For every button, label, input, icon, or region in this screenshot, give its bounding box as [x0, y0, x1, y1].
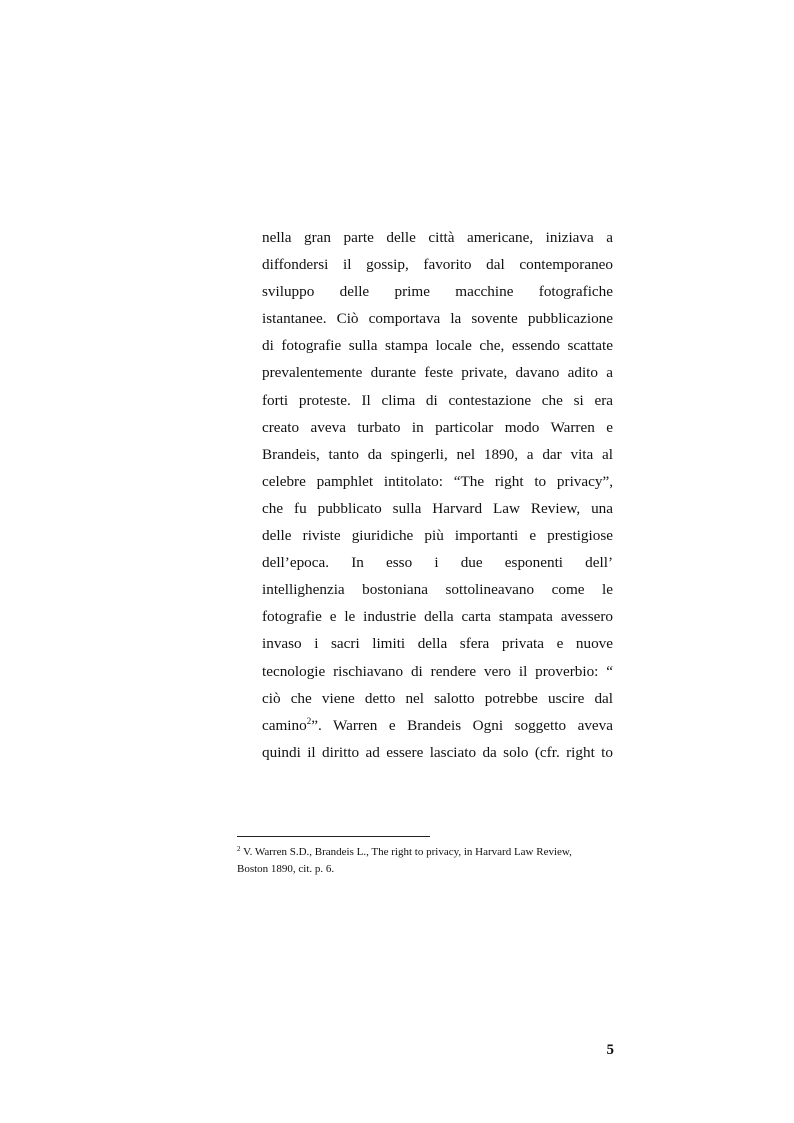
body-line-text: camino [262, 716, 307, 734]
footnote-marker: 2 [237, 845, 241, 853]
page-number: 5 [606, 1042, 614, 1058]
footnote [237, 844, 617, 878]
body-line: delle riviste giuridiche più importanti e prestigiose [262, 527, 613, 545]
body-line-text: ”. Warren e Brandeis Ogni soggetto aveva [311, 716, 613, 734]
body-text [262, 224, 613, 766]
footnote-separator [237, 836, 430, 837]
body-line: Brandeis, tanto da spingerli, nel 1890, a dar vita al [262, 445, 613, 463]
footnote-text: V. Warren S.D., Brandeis L., The right to privacy, in Harvard Law Review, [243, 846, 572, 858]
body-line [262, 712, 613, 739]
body-line: di fotografie sulla stampa locale che, essendo scattate [262, 337, 613, 355]
body-line: prevalentemente durante feste private, davano adito a [262, 364, 613, 382]
body-line: ciò che viene detto nel salotto potrebbe uscire dal [262, 689, 613, 707]
footnote-line [237, 844, 617, 861]
footnote-line: Boston 1890, cit. p. 6. [237, 863, 335, 875]
body-line: quindi il diritto ad essere lasciato da solo (cfr. right to [262, 743, 613, 761]
body-line: istantanee. Ciò comportava la sovente pubblicazione [262, 310, 613, 328]
body-line: che fu pubblicato sulla Harvard Law Review, una [262, 499, 613, 517]
body-line: invaso i sacri limiti della sfera privata e nuove [262, 635, 613, 653]
body-line: intellighenzia bostoniana sottolineavano come le [262, 581, 613, 599]
body-line: forti proteste. Il clima di contestazione che si era [262, 391, 613, 409]
body-line: fotografie e le industrie della carta stampata avessero [262, 608, 613, 626]
body-line: diffondersi il gossip, favorito dal contemporaneo [262, 256, 613, 274]
body-line: nella gran parte delle città americane, iniziava a [262, 229, 613, 246]
footnote-reference[interactable]: 2 [306, 715, 312, 726]
body-line: sviluppo delle prime macchine fotografiche [262, 283, 613, 301]
body-line: dell’epoca. In esso i due esponenti dell’ [262, 554, 613, 572]
body-line: tecnologie rischiavano di rendere vero il proverbio: “ [262, 662, 613, 680]
body-line: celebre pamphlet intitolato: “The right to privacy”, [262, 472, 613, 490]
body-line: creato aveva turbato in particolar modo Warren e [262, 418, 613, 436]
